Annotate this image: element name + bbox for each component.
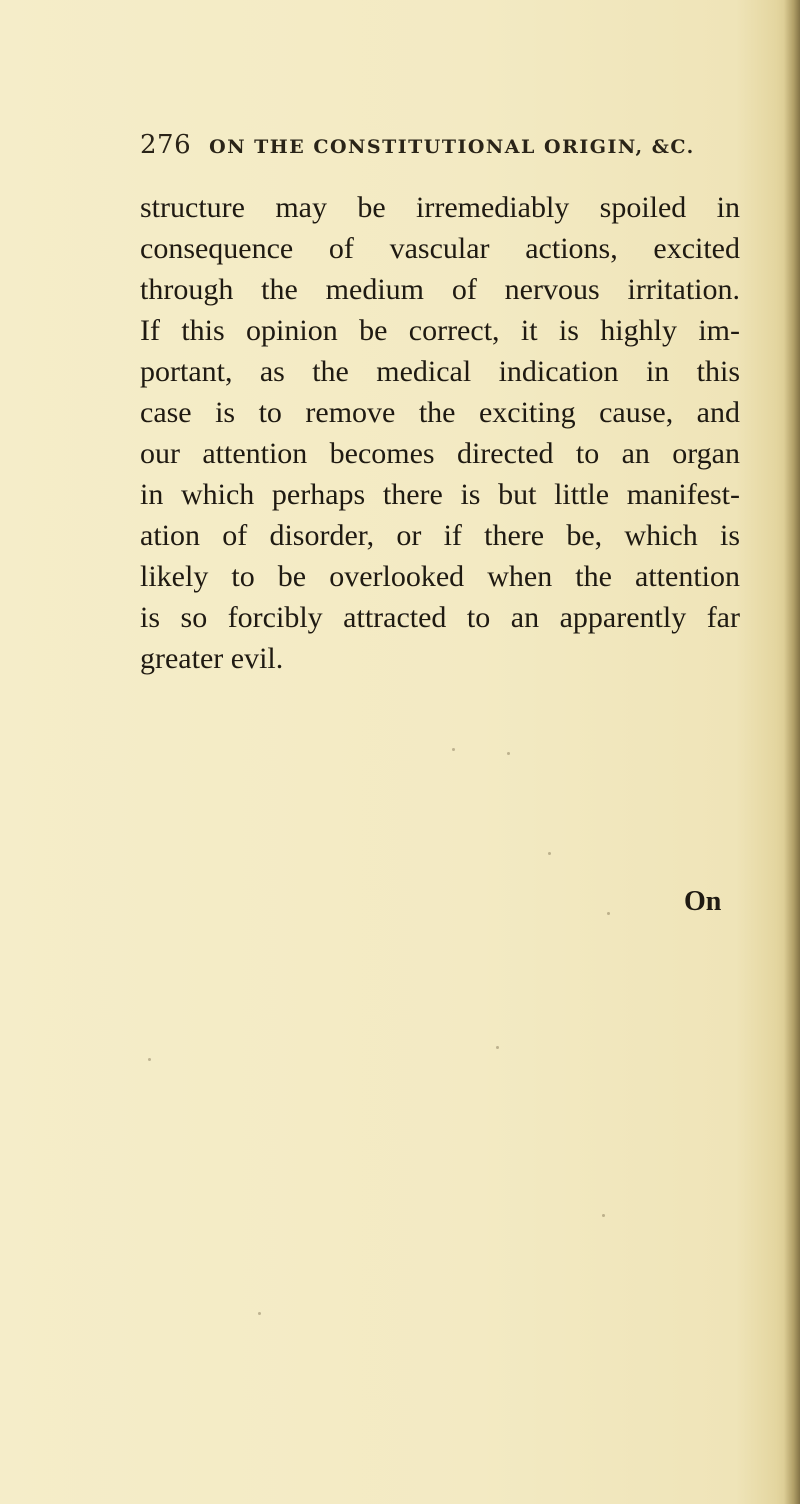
catchword: On [684, 886, 722, 917]
paper-speck [496, 1046, 499, 1049]
paper-speck [548, 852, 551, 855]
running-head: ON THE CONSTITUTIONAL ORIGIN, &C. [209, 136, 695, 158]
text-line: ation of disorder, or if there be, which is [140, 519, 740, 552]
paper-speck [148, 1058, 151, 1061]
body-paragraph [140, 187, 740, 679]
page-number: 276 [140, 130, 192, 160]
text-line: consequence of vascular actions, excited [140, 232, 740, 265]
text-line: is so forcibly attracted to an apparently far [140, 601, 740, 634]
text-line: in which perhaps there is but little manifest- [140, 478, 740, 511]
paper-speck [602, 1214, 605, 1217]
paper-speck [258, 1312, 261, 1315]
page-header [140, 130, 720, 170]
text-line: portant, as the medical indication in this [140, 355, 740, 388]
paper-speck [607, 912, 610, 915]
paper-speck [452, 748, 455, 751]
text-line: If this opinion be correct, it is highly im- [140, 314, 740, 347]
paper-speck [507, 752, 510, 755]
text-line: structure may be irremediably spoiled in [140, 191, 740, 224]
text-line: greater evil. [140, 642, 284, 675]
page-edge-shadow [784, 0, 800, 1504]
text-line: likely to be overlooked when the attention [140, 560, 740, 593]
text-line: our attention becomes directed to an organ [140, 437, 740, 470]
text-line: through the medium of nervous irritation. [140, 273, 740, 306]
text-line: case is to remove the exciting cause, and [140, 396, 740, 429]
